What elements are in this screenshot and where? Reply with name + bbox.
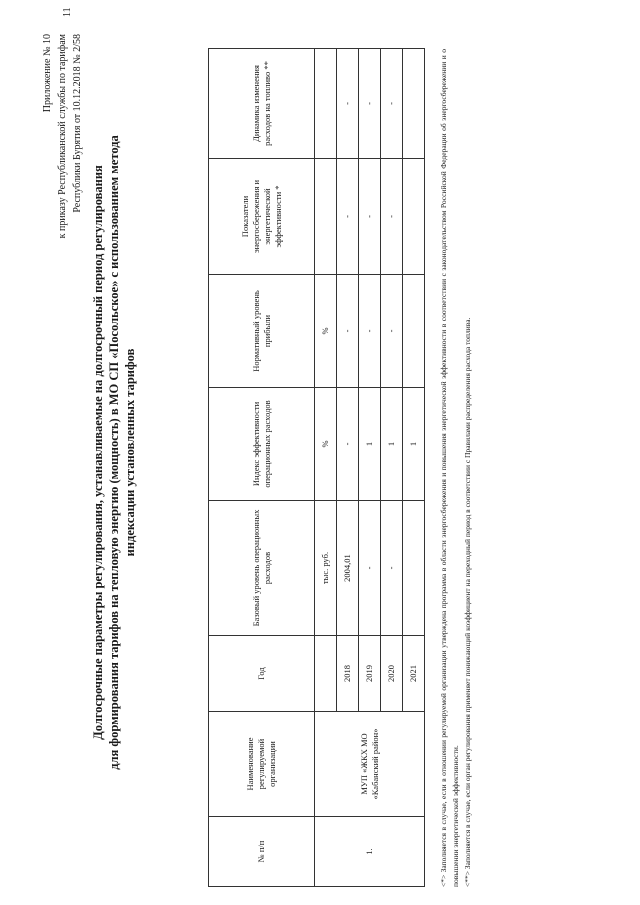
footnote-1: <*> Заполняется в случае, если в отношении регулируемой организации утверждена программа в области энергосбережения и повышения энергетической эффективности в соответствии с законодательством Российской Федерации об энергосбережении и о повышении энергетической эффективности. — [439, 49, 460, 887]
index-cell: 1 — [381, 388, 403, 501]
base-cell — [403, 501, 425, 636]
energy-cell — [403, 159, 425, 275]
footnotes — [438, 49, 474, 887]
col-header-org: Наименование регулируемой организации — [209, 712, 315, 817]
document-title — [90, 100, 138, 805]
parameters-table — [208, 48, 425, 887]
unit-base-cell: тыс. руб. — [315, 501, 337, 636]
title-line-3: индексации установленных тарифов — [123, 348, 137, 557]
unit-energy-cell — [315, 159, 337, 275]
index-cell: - — [337, 388, 359, 501]
unit-profit-cell: % — [315, 275, 337, 388]
col-header-year: Год — [209, 636, 315, 712]
title-line-2: для формирования тарифов на тепловую энергию (мощность) в МО СП «Посольское» с использованием метода — [107, 135, 121, 770]
appendix-number: Приложение № 10 — [42, 34, 53, 113]
year-cell: 2018 — [337, 636, 359, 712]
profit-cell: - — [381, 275, 403, 388]
row-num-cell: 1. — [315, 817, 425, 887]
footnote-2: <**> Заполняется в случае, если орган регулирования применяет понижающий коэффициент на переходный период в соответствии с Правилами распределения расхода топлива. — [463, 317, 472, 887]
energy-cell: - — [337, 159, 359, 275]
energy-cell: - — [359, 159, 381, 275]
col-header-fuel: Динамика изменения расходов на топливо ** — [209, 49, 315, 159]
table-header-row — [209, 49, 315, 887]
col-header-num: № п/п — [209, 817, 315, 887]
table-units-row — [315, 49, 337, 887]
appendix-order-date: Республики Бурятия от 10.12.2018 № 2/58 — [72, 34, 83, 213]
index-cell: 1 — [359, 388, 381, 501]
energy-cell: - — [381, 159, 403, 275]
col-header-base: Базовый уровень операционных расходов — [209, 501, 315, 636]
col-header-profit: Нормативный уровень прибыли — [209, 275, 315, 388]
year-cell: 2021 — [403, 636, 425, 712]
fuel-cell: - — [359, 49, 381, 159]
page-number: 11 — [62, 7, 73, 17]
org-name-cell: МУП «ЖКХ МО «Кабанский район» — [315, 712, 425, 817]
profit-cell: - — [337, 275, 359, 388]
unit-fuel-cell — [315, 49, 337, 159]
unit-index-cell: % — [315, 388, 337, 501]
profit-cell: - — [359, 275, 381, 388]
col-header-energy: Показатели энергосбережения и энергетической эффективности * — [209, 159, 315, 275]
year-cell: 2019 — [359, 636, 381, 712]
col-header-index: Индекс эффективности операционных расходов — [209, 388, 315, 501]
base-cell: - — [381, 501, 403, 636]
base-cell: - — [359, 501, 381, 636]
fuel-cell: - — [337, 49, 359, 159]
year-cell: 2020 — [381, 636, 403, 712]
unit-year-cell — [315, 636, 337, 712]
fuel-cell — [403, 49, 425, 159]
title-line-1: Долгосрочные параметры регулирования, устанавливаемые на долгосрочный период регулирования — [91, 165, 105, 740]
base-cell: 2004,01 — [337, 501, 359, 636]
fuel-cell: - — [381, 49, 403, 159]
profit-cell — [403, 275, 425, 388]
appendix-header — [40, 34, 85, 238]
appendix-order-ref: к приказу Республиканской службы по тарифам — [57, 34, 68, 239]
index-cell: 1 — [403, 388, 425, 501]
